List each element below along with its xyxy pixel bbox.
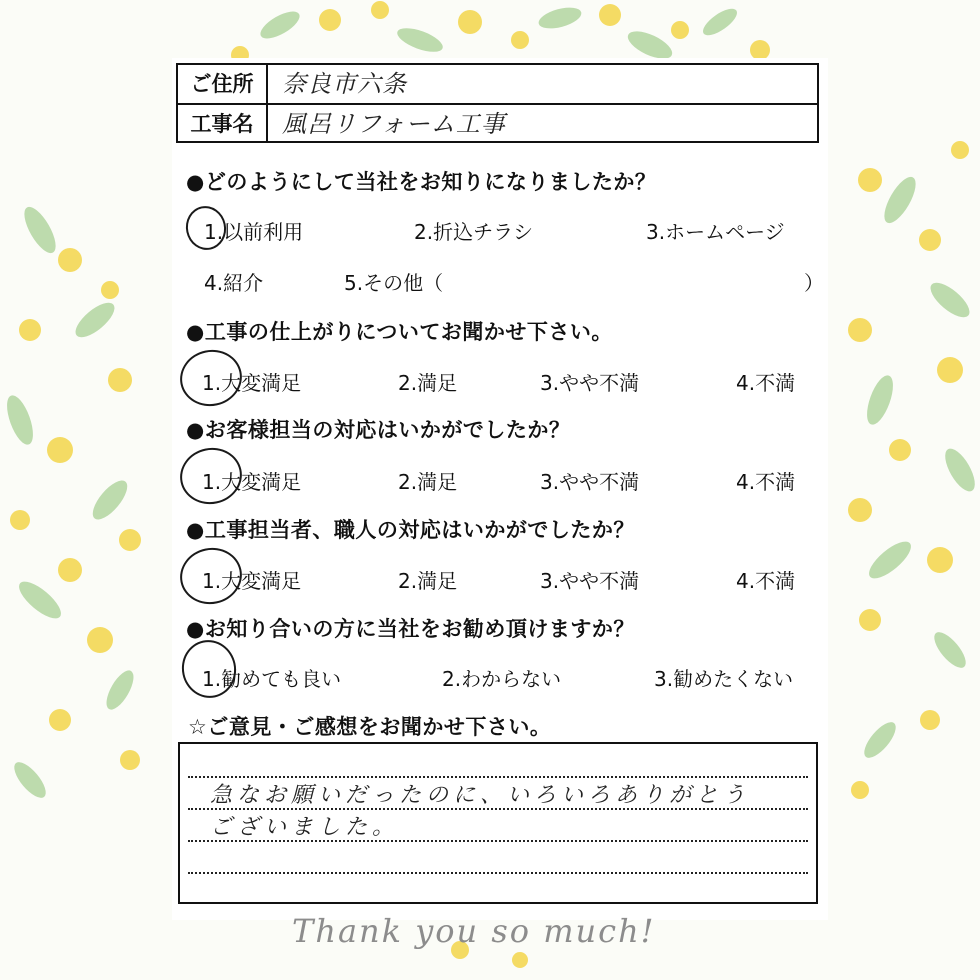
address-label: ご住所 (178, 65, 268, 103)
question-recommend: ●お知り合いの方に当社をお勧め頂けますか？ (186, 617, 635, 641)
q3-option-very-satisfied: 1.大変満足 (202, 470, 302, 494)
q1-option-referral: 4.紹介 (204, 271, 264, 295)
address-value: 奈良市六条 (282, 70, 407, 98)
customer-info-table (176, 63, 819, 143)
q1-option-other-close: ） (804, 271, 824, 295)
question-craftsmen: ●工事担当者、職人の対応はいかがでしたか？ (186, 518, 635, 542)
q1-option-flyer: 2.折込チラシ (414, 220, 534, 244)
project-label: 工事名 (178, 105, 268, 143)
q5-option-would-not-recommend: 3.勧めたくない (654, 667, 794, 691)
question-workmanship: ●工事の仕上がりについてお聞かせ下さい。 (186, 320, 613, 344)
q2-option-very-satisfied: 1.大変満足 (202, 371, 302, 395)
q1-option-homepage: 3.ホームページ (646, 220, 785, 244)
comment-line (188, 872, 808, 874)
project-value: 風呂リフォーム工事 (282, 110, 506, 138)
q3-option-dissatisfied: 4.不満 (736, 470, 796, 494)
q1-option-other: 5.その他（ (344, 271, 444, 295)
question-sales-rep: ●お客様担当の対応はいかがでしたか？ (186, 418, 571, 442)
q5-option-not-sure: 2.わからない (442, 667, 562, 691)
q4-option-somewhat-dissatisfied: 3.やや不満 (540, 569, 640, 593)
q5-option-would-recommend: 1.勧めても良い (202, 667, 342, 691)
q2-option-satisfied: 2.満足 (398, 371, 458, 395)
q1-option-previous-use: 1.以前利用 (204, 220, 304, 244)
q4-option-very-satisfied: 1.大変満足 (202, 569, 302, 593)
comment-text-line-1: 急なお願いだったのに、いろいろありがとう (210, 783, 751, 808)
comment-text-line-2: ございました。 (210, 815, 400, 840)
comments-heading: ☆ご意見・ご感想をお聞かせ下さい。 (188, 715, 552, 739)
q2-option-dissatisfied: 4.不満 (736, 371, 796, 395)
q2-option-somewhat-dissatisfied: 3.やや不満 (540, 371, 640, 395)
question-how-found: ●どのようにして当社をお知りになりましたか？ (186, 170, 657, 194)
project-row (178, 105, 817, 143)
q4-option-satisfied: 2.満足 (398, 569, 458, 593)
q3-option-satisfied: 2.満足 (398, 470, 458, 494)
thank-you-footer: Thank you so much! (292, 912, 656, 950)
q3-option-somewhat-dissatisfied: 3.やや不満 (540, 470, 640, 494)
address-row (178, 65, 817, 105)
q4-option-dissatisfied: 4.不満 (736, 569, 796, 593)
